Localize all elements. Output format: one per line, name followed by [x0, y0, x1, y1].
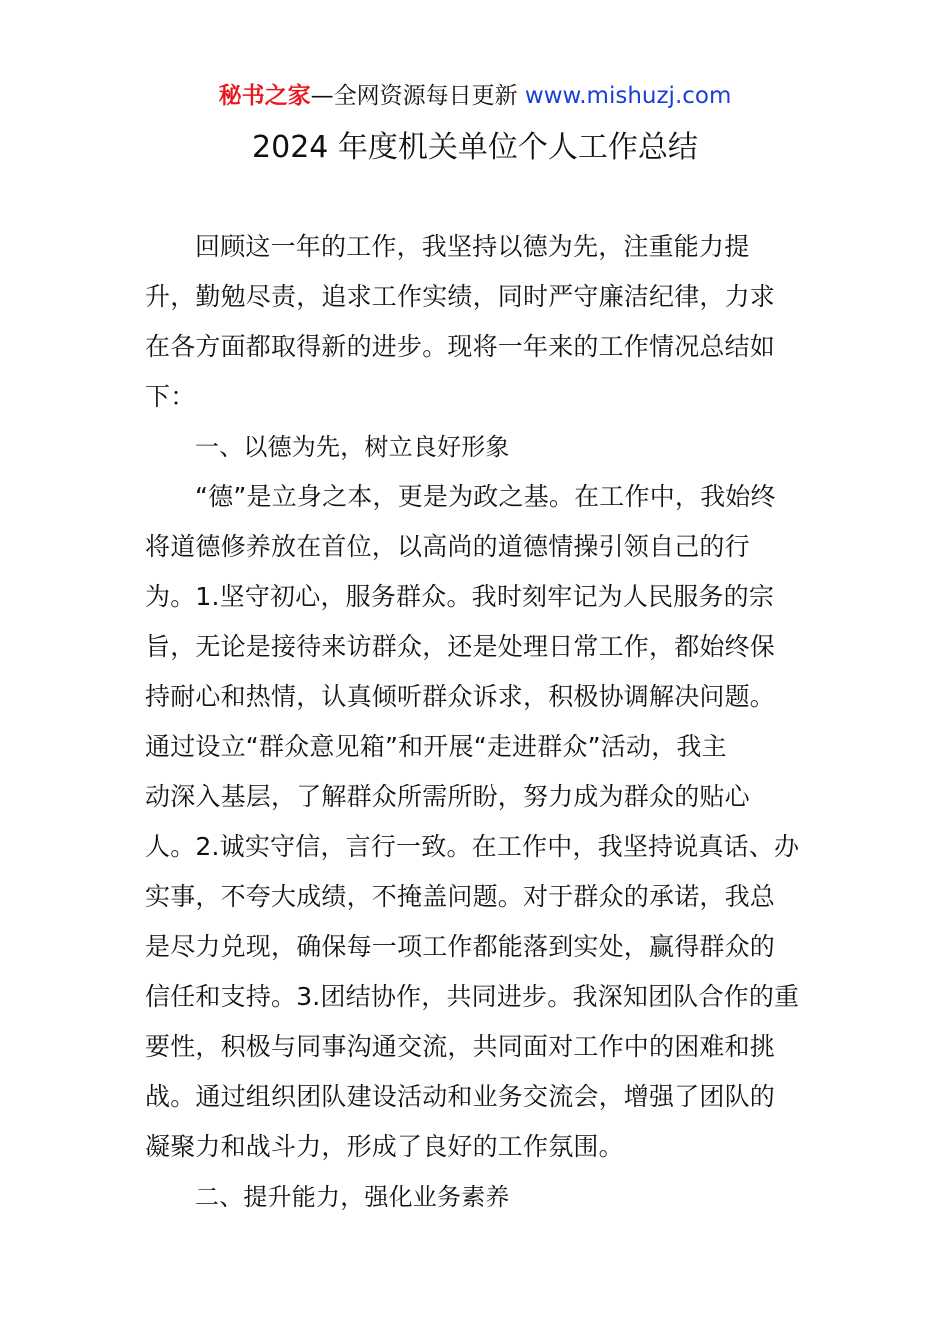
brand-name: 秘书之家 — [218, 83, 311, 109]
paragraph-line: 要性，积极与同事沟通交流，共同面对工作中的困难和挑 — [145, 1032, 776, 1061]
paragraph-line: 为。1.坚守初心，服务群众。我时刻牢记为人民服务的宗 — [145, 582, 775, 611]
header-tagline: —全网资源每日更新 — [310, 83, 525, 109]
paragraph-line: 实事，不夸大成绩，不掩盖问题。对于群众的承诺，我总 — [145, 882, 776, 911]
paragraph-line: 在各方面都取得新的进步。现将一年来的工作情况总结如 — [145, 332, 776, 361]
site-header — [0, 80, 950, 112]
section-heading: 一、以德为先，树立良好形象 — [195, 433, 510, 461]
paragraph-line: 是尽力兑现，确保每一项工作都能落到实处，赢得群众的 — [145, 932, 776, 961]
paragraph-line: 持耐心和热情，认真倾听群众诉求，积极协调解决问题。 — [145, 682, 776, 711]
paragraph-line: 旨，无论是接待来访群众，还是处理日常工作，都始终保 — [145, 632, 776, 661]
paragraph-line: “德”是立身之本，更是为政之基。在工作中，我始终 — [195, 482, 776, 511]
paragraph-line: 回顾这一年的工作，我坚持以德为先，注重能力提 — [195, 232, 750, 261]
site-url: www.mishuzj.com — [524, 83, 732, 109]
document-body — [145, 222, 810, 1222]
paragraph-line: 将道德修养放在首位，以高尚的道德情操引领自己的行 — [145, 532, 750, 561]
document-title: 2024 年度机关单位个人工作总结 — [252, 130, 698, 165]
section-heading: 二、提升能力，强化业务素养 — [195, 1183, 510, 1211]
paragraph-line: 信任和支持。3.团结协作，共同进步。我深知团队合作的重 — [145, 982, 800, 1011]
paragraph-line: 升，勤勉尽责，追求工作实绩，同时严守廉洁纪律，力求 — [145, 282, 776, 311]
paragraph-line: 战。通过组织团队建设活动和业务交流会，增强了团队的 — [145, 1082, 776, 1111]
paragraph-line: 下： — [145, 382, 196, 411]
paragraph-line: 凝聚力和战斗力，形成了良好的工作氛围。 — [145, 1132, 624, 1161]
paragraph-line: 通过设立“群众意见箱”和开展“走进群众”活动，我主 — [145, 732, 727, 761]
paragraph-line: 人。2.诚实守信，言行一致。在工作中，我坚持说真话、办 — [145, 832, 800, 861]
paragraph-line: 动深入基层，了解群众所需所盼，努力成为群众的贴心 — [145, 782, 750, 811]
